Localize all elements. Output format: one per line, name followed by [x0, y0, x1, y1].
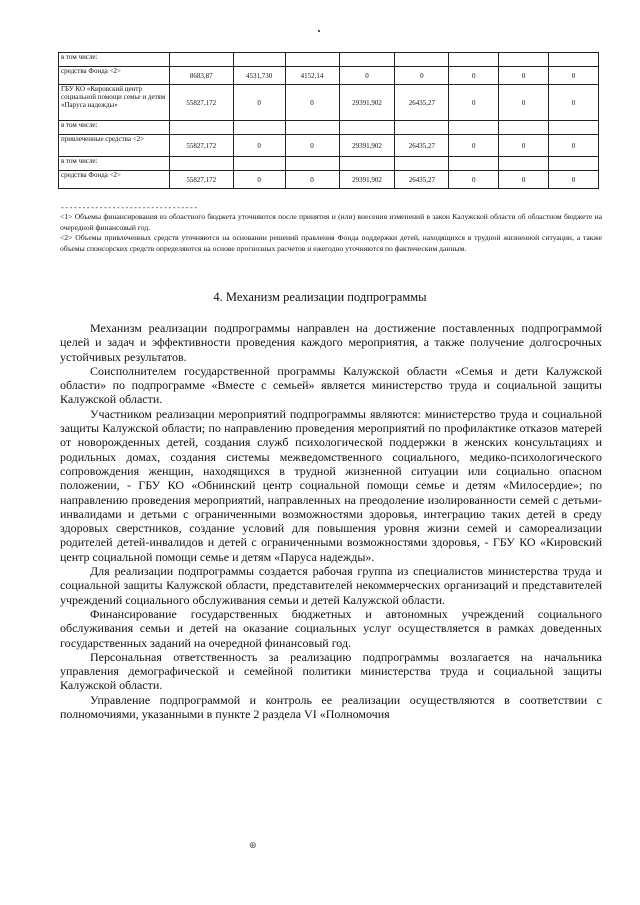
table-row	[59, 157, 599, 171]
table-cell: 0	[549, 67, 599, 85]
footnote-1: <1> Объемы финансирования из областного бюджета уточняются после принятия и (или) внесения изменений в закон Калужской области об областном бюджете на очередной финансовый год.	[60, 212, 602, 232]
table-cell	[169, 121, 233, 135]
row-label: в том числе:	[59, 157, 170, 171]
table-cell: 0	[285, 171, 339, 189]
table-cell: 0	[549, 135, 599, 157]
table-cell	[549, 121, 599, 135]
scan-dot	[318, 30, 320, 32]
table-cell: 0	[395, 67, 449, 85]
table-cell: 55827,172	[169, 135, 233, 157]
table-cell: 0	[339, 67, 395, 85]
table-row	[59, 67, 599, 85]
table-cell: 26435,27	[395, 135, 449, 157]
section-body	[60, 321, 602, 721]
footnote-2: <2> Объемы привлеченных средств уточняются на основании решений правления Фонда поддержки детей, находящихся в трудной жизненной ситуации, а также объемы спонсорских средств определяются на основе прогнозных расчетов и ежегодно уточняются по фактическим данным.	[60, 233, 602, 253]
table-cell	[233, 53, 285, 67]
table-cell	[339, 157, 395, 171]
table-cell: 4152,14	[285, 67, 339, 85]
table-cell: 0	[285, 85, 339, 121]
table-cell: 26435,27	[395, 85, 449, 121]
paragraph: Механизм реализации подпрограммы направлен на достижение поставленных подпрограммой целей и задач и эффективности проведения каждого мероприятия, а также получение долгосрочных устойчивых результатов.	[60, 321, 602, 364]
table-cell: 29391,902	[339, 135, 395, 157]
paragraph: Финансирование государственных бюджетных и автономных учреждений социального обслуживания семьи и детей на оказание социальных услуг осуществляется в рамках доведенных государственных заданий на очередной финансовый год.	[60, 606, 602, 650]
row-label: ГБУ КО «Кировский центр социальной помощи семье и детям «Паруса надежды»	[59, 85, 170, 121]
table-cell: 0	[499, 135, 549, 157]
table-cell: 0	[449, 67, 499, 85]
page-mark: ⊛	[249, 840, 257, 850]
table-cell: 0	[549, 85, 599, 121]
footnote-separator: --------------------------------	[60, 204, 198, 213]
table-cell: 0	[449, 135, 499, 157]
table-cell	[549, 53, 599, 67]
table-cell: 0	[285, 135, 339, 157]
row-label: в том числе:	[59, 53, 170, 67]
table-cell	[499, 53, 549, 67]
table-cell: 0	[549, 171, 599, 189]
table-cell: 55827,172	[169, 171, 233, 189]
financing-table	[58, 52, 599, 189]
table-cell	[499, 121, 549, 135]
table-cell	[549, 157, 599, 171]
table-cell: 0	[233, 171, 285, 189]
table-cell	[285, 53, 339, 67]
table-cell: 0	[449, 171, 499, 189]
table-cell: 29391,902	[339, 171, 395, 189]
table-row	[59, 53, 599, 67]
table-cell	[449, 53, 499, 67]
table-cell: 8683,87	[169, 67, 233, 85]
table-cell: 29391,902	[339, 85, 395, 121]
table-cell: 26435,27	[395, 171, 449, 189]
table-row	[59, 171, 599, 189]
table-cell	[395, 121, 449, 135]
table-cell: 0	[499, 67, 549, 85]
table-cell	[499, 157, 549, 171]
table-cell	[285, 157, 339, 171]
table-cell	[339, 53, 395, 67]
table-cell	[233, 157, 285, 171]
table-row	[59, 121, 599, 135]
paragraph: Для реализации подпрограммы создается рабочая группа из специалистов министерства труда и социальной защиты Калужской области, представителей некоммерческих организаций и представителей учреждений социального обслуживания семьи и детей Калужской области.	[60, 564, 602, 607]
row-label: средства Фонда <2>	[59, 171, 170, 189]
table-cell: 0	[233, 85, 285, 121]
table-cell: 0	[499, 85, 549, 121]
table-cell	[449, 121, 499, 135]
table-cell	[395, 53, 449, 67]
table-cell	[169, 157, 233, 171]
table-cell: 0	[449, 85, 499, 121]
row-label: средства Фонда <2>	[59, 67, 170, 85]
paragraph: Участником реализации мероприятий подпрограммы являются: министерство труда и социальной защиты Калужской области; по направлению проведения мероприятий по профилактике отказов матерей от новорожденных детей, создания служб психологической поддержки в женских консультациях и родильных домах, создания системы межведомственного социального, медико-психологического сопровождения женщин, находящихся в трудной жизненной ситуации или социально опасном положении, - ГБУ КО «Обнинский центр социальной помощи семье и детям «Милосердие»; по направлению проведения мероприятий, направленных на преодоление изолированности семей с детьми-инвалидами и детьми с ограниченными возможностями здоровья, интеграцию таких детей в среду здоровых сверстников, создание условий для повышения уровня жизни семей и самореализации родителей детей-инвалидов и детей с ограниченными возможностями здоровья, - ГБУ КО «Кировский центр социальной помощи семье и детям «Паруса надежды».	[60, 406, 602, 564]
section-title: 4. Механизм реализации подпрограммы	[213, 290, 427, 304]
paragraph: Персональная ответственность за реализацию подпрограммы возлагается на начальника управления демографической и семейной политики министерства труда и социальной защиты Калужской области.	[60, 649, 602, 693]
table-cell	[285, 121, 339, 135]
table-row	[59, 85, 599, 121]
paragraph: Управление подпрограммой и контроль ее реализации осуществляются в соответствии с полномочиями, указанными в пункте 2 раздела VI «Полномочия	[60, 692, 602, 722]
table-cell	[395, 157, 449, 171]
table-cell: 4531,730	[233, 67, 285, 85]
table-cell	[339, 121, 395, 135]
row-label: привлеченные средства <2>	[59, 135, 170, 157]
table-row	[59, 135, 599, 157]
table-cell	[233, 121, 285, 135]
table-cell	[449, 157, 499, 171]
row-label: в том числе:	[59, 121, 170, 135]
paragraph: Соисполнителем государственной программы Калужской области «Семья и дети Калужской области» по подпрограмме «Вместе с семьей» является министерство труда и социальной защиты Калужской области.	[60, 363, 602, 407]
table-cell: 0	[499, 171, 549, 189]
table-cell: 0	[233, 135, 285, 157]
table-cell: 55827,172	[169, 85, 233, 121]
table-cell	[169, 53, 233, 67]
footnotes	[60, 212, 602, 254]
